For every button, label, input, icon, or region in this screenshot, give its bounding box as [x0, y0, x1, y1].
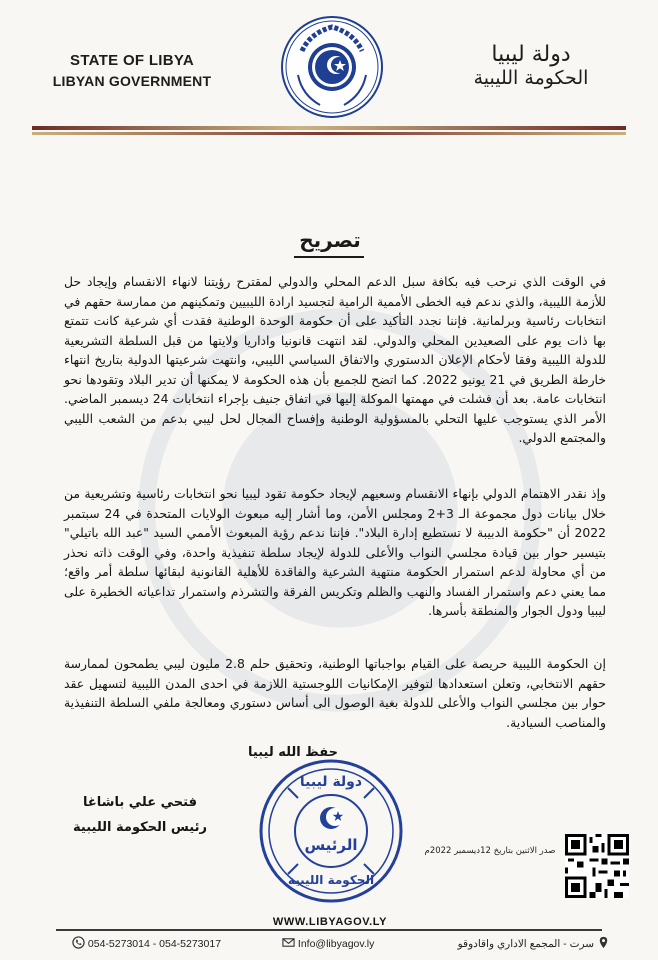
stamp-president-text: الرئيس: [304, 836, 358, 854]
header-state-ar: دولة ليبيا: [491, 42, 571, 67]
divider-stripe-bottom: [32, 132, 626, 135]
footer-divider: [56, 929, 602, 931]
phone-numbers: 054-5273014 - 054-5273017: [87, 938, 222, 950]
header-english: [52, 52, 212, 89]
phone-icon: [72, 936, 85, 949]
paragraph-3: إن الحكومة الليبية حريصة على القيام بواجباتها الوطنية، وتحقيق حلم 2.8 مليون ليبي يطمحون لممارسة حقهم الانتخابي، وتعلن استعدادها لتوفير الإمكانيات اللوجستية اللازمة في احدى المدن الليبية لتسهيل عقد حوار بين مجلسي النواب والأعلى للدولة بغية الوصول الى أساس دستوري ومعالجة ملفي السلطة التنفيذية والمناصب السيادية.: [64, 656, 606, 730]
footer-address: [420, 936, 610, 950]
paragraph-1: في الوقت الذي نرحب فيه بكافة سبل الدعم المحلي والدولي لمقترح رؤيتنا لانهاء الانقسام وإيجاد حل للأزمة الليبية، والذي ندعم فيه الخطى الأممية الرامية لتجسيد ارادة الليبيين وتمكينهم من ممارسة حقهم في انتخابات رئاسية وبرلمانية. فإننا نجدد التأكيد على أن حكومة الوحدة الوطنية فقدت أي شرعية كانت تتمتع بها ذات يوم على الصعيدين المحلي والدولي. لقد انتهت قانونيا واداريا ولايتها من قبل السلطة التشريعية للدولة الليبية وفقا لأحكام الإعلان الدستوري والاتفاق السياسي الليبي، وانتهت شرعيتها الدولية بتاريخ انتهاء خارطة الطريق في 21 يونيو 2022. كما اتضح للجميع بأن هذه الحكومة لا يمكنها أن تدير البلاد وتقودها نحو انتخابات عامة. بعد أن فشلت في مهمتها الموكلة إليها في اتفاق جنيف بإجراء انتخابات 24 ديسمبر الماضي. الأمر الذي يستوجب عليها التحلي بالمسؤولية الوطنية وإفساح المجال لحل ليبي بدعم من الشعب الليبي والمجتمع الدولي.: [64, 274, 606, 445]
address-text: سرت - المجمع الاداري واقادوقو: [457, 938, 595, 950]
header-state-en: STATE OF LIBYA: [70, 52, 194, 69]
document-title: تصريح: [299, 228, 361, 252]
title-underline: [294, 256, 364, 258]
header-government-ar: الحكومة الليبية: [473, 67, 589, 89]
official-stamp: [258, 758, 404, 904]
closing-phrase: حفظ الله ليبيا: [248, 745, 338, 760]
email-address[interactable]: Info@libyagov.ly: [297, 938, 375, 950]
paragraph-2: وإذ نقدر الاهتمام الدولي بإنهاء الانقسام وسعيهم لإيجاد حكومة تقود ليبيا نحو انتخابات رئاسية وتشريعية من خلال بيانات دول مجموعة الـ 3+2 ومجلس الأمن، وما أشار إليه مبعوث الولايات المتحدة في 24 سبتمبر 2022 أن "حكومة الدبيبة لا تستطيع إدارة البلاد". فإننا ندعم رؤية المبعوث الأممي السيد "عبد الله باتيلي" بتيسير حوار بين قيادة مجلسي النواب والأعلى للدولة لإيجاد سلطة تنفيذية واحدة، وفي الوقت ذاته نحذر من أي محاولة لدعم استمرار الحكومة منتهية الشرعية والفاقدة للأهلية القانونية لبقائها سلطة أمر واقع؛ مما يعني دعم واستمرار الفساد والنهب والظلم وتكريس الفرقة والتشرذم واستمرار تداعياته الخطيرة على ليبيا ودول الجوار والمنطقة بأسرها.: [64, 486, 606, 618]
libya-emblem-logo: [280, 15, 384, 119]
header-government-en: LIBYAN GOVERNMENT: [52, 73, 212, 89]
header-divider: [32, 126, 626, 138]
email-icon: [282, 936, 295, 949]
footer-phones: [72, 936, 221, 950]
issue-date: صدر الاثنين بتاريخ 12ديسمبر 2022م: [424, 846, 556, 856]
stamp-bottom-text: الحكومة الليبية: [287, 873, 375, 887]
stamp-top-text: دولة ليبيا: [299, 774, 363, 790]
website-link[interactable]: WWW.LIBYAGOV.LY: [272, 916, 388, 928]
signatory-name: فتحي علي باشاغا: [83, 795, 197, 810]
signatory-position: رئيس الحكومة الليبية: [73, 820, 207, 835]
header-arabic: [456, 42, 606, 89]
divider-stripe-top: [32, 126, 626, 130]
footer-email: [282, 936, 374, 950]
location-pin-icon: [597, 936, 610, 949]
qr-code: [565, 834, 629, 898]
